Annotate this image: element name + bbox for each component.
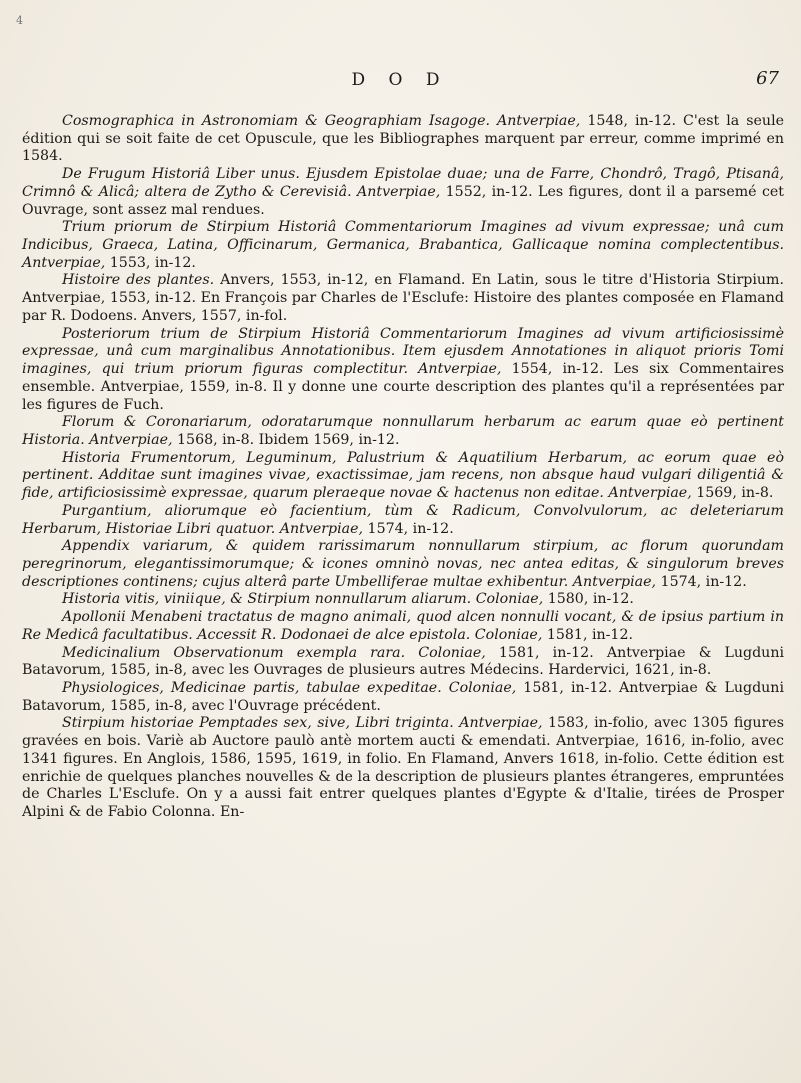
- entry-title: Cosmographica in Astronomiam & Geographiam Isagoge. Antverpiae,: [62, 113, 581, 129]
- entry-note: 1574, in-12.: [363, 520, 454, 537]
- entry-title: Florum & Coronariarum, odoratarumque nonnullarum herbarum ac earum quae eò pertinent Historia. Antverpiae,: [22, 414, 784, 448]
- entry-purgantium: [22, 503, 784, 538]
- entry-note: Anvers, 1553, in-12, en Flamand. En Latin, sous le titre d'Historia Stirpium. Antverpiae, 1553, in-12. En François par Charles de l'Esclufe: Histoire des plantes composée en Flamand par R. Dodoens. Anvers, 1557, in-fol.: [22, 272, 784, 324]
- entry-histoire-plantes: [22, 272, 784, 325]
- page-number: 67: [756, 68, 779, 89]
- entry-frugum: [22, 166, 784, 219]
- entry-title: Physiologices, Medicinae partis, tabulae expeditae. Coloniae,: [62, 680, 517, 696]
- entry-title: Histoire des plantes.: [62, 272, 215, 289]
- entry-title: Historia vitis, viniique, & Stirpium nonnullarum aliarum. Coloniae,: [62, 591, 544, 608]
- entry-title: Stirpium historiae Pemptades sex, sive, Libri triginta. Antverpiae,: [62, 715, 543, 732]
- entry-title: Purgantium, aliorumque eò facientium, tùm & Radicum, Convolvulorum, ac deleteriarum Herbarum, Historiae Libri quatuor. Antverpiae,: [22, 502, 784, 537]
- entry-note: 1581, in-12.: [542, 626, 633, 643]
- entry-note: 1569, in-8.: [691, 485, 774, 502]
- entry-trium-priorum: [22, 219, 784, 272]
- entry-posteriorum: [22, 326, 784, 415]
- entry-medicinalium: [22, 645, 784, 680]
- entry-title: Trium priorum de Stirpium Historiâ Commentariorum Imagines ad vivum expressae; unâ cum Indicibus, Graeca, Latina, Officinarum, Germanica, Brabantica, Gallicaque nomina complectentibus. Antverpiae,: [22, 219, 784, 271]
- entry-note: 1581, in-12. Antverpiae & Lugduni Batavorum, 1585, in-8, avec les Ouvrages de plusieurs autres Médecins. Hardervici, 1621, in-8.: [22, 644, 784, 679]
- entry-title: Historia Frumentorum, Leguminum, Palustrium & Aquatilium Herbarum, ac eorum quae eò pertinent. Additae sunt imagines vivae, exactissimae, jam recens, non absque haud vulgari diligentiâ & fide, artificiosissimè expressae, quarum pleraeque novae & hactenus non editae. Antverpiae,: [22, 449, 784, 502]
- entry-note: 1581, in-12. Antverpiae & Lugduni Batavorum, 1585, in-8, avec l'Ouvrage précédent.: [22, 680, 784, 714]
- entry-florum: [22, 414, 784, 449]
- entry-cosmographica: [22, 113, 784, 166]
- running-head: [0, 70, 801, 100]
- entry-note: 1580, in-12.: [543, 591, 634, 608]
- entry-note: 1552, in-12. Les figures, dont il a parsemé cet Ouvrage, sont assez mal rendues.: [22, 183, 784, 218]
- entry-title: Posteriorum trium de Stirpium Historiâ Commentariorum Imagines ad vivum artificiosissimè expressae, unâ cum marginalibus Annotationibus. Item ejusdem Annotationes in aliquot prioris Tomi imagines, qui trium priorum figuras complectitur. Antverpiae,: [22, 325, 784, 378]
- entry-note: 1553, in-12.: [105, 254, 196, 271]
- entry-frumentorum: [22, 450, 784, 503]
- entry-note: 1568, in-8. Ibidem 1569, in-12.: [172, 431, 400, 448]
- corner-mark: 4: [16, 14, 23, 27]
- entry-historia-vitis: [22, 591, 784, 609]
- entry-note: 1554, in-12. Les six Commentaires ensemble. Antverpiae, 1559, in-8. Il y donne une courte description des plantes qu'il a représentées par les figures de Fuch.: [22, 361, 785, 413]
- entry-title: Apollonii Menabeni tractatus de magno animali, quod alcen nonnulli vocant, & de ipsius partium in Re Medicâ facultatibus. Accessit R. Dodonaei de alce epistola. Coloniae,: [22, 609, 784, 643]
- entry-appendix: [22, 538, 784, 591]
- running-title: D O D: [351, 70, 449, 90]
- entry-title: Appendix variarum, & quidem rarissimarum nonnullarum stirpium, ac florum quorundam peregrinorum, elegantissimorumque; & icones omninò novas, nec antea editas, & singulorum breves descriptiones continens; cujus alterâ parte Umbelliferae multae exhibentur. Antverpiae,: [22, 538, 784, 590]
- entry-note: 1583, in-folio, avec 1305 figures gravées en bois. Variè ab Auctore paulò antè mortem aucti & emendati. Antverpiae, 1616, in-folio, avec 1341 figures. En Anglois, 1586, 1595, 1619, in folio. En Flamand, Anvers 1618, in-folio. Cette édition est enrichie de quelques planches nouvelles & de la description de plusieurs plantes étrangeres, empruntées de Charles L'Esclufe. On y a aussi fait entrer quelques plantes d'Egypte & d'Italie, tirées de Prosper Alpini & de Fabio Colonna. En-: [22, 715, 784, 821]
- entry-note: 1574, in-12.: [656, 573, 747, 590]
- entry-stirpium-pemptades: [22, 715, 784, 821]
- entry-apollonii: [22, 609, 784, 644]
- entry-physiologices: [22, 680, 784, 715]
- entry-title: De Frugum Historiâ Liber unus. Ejusdem Epistolae duae; una de Farre, Chondrô, Tragô, Ptisanâ, Crimnô & Alicâ; altera de Zytho & Cerevisiâ. Antverpiae,: [22, 166, 784, 200]
- bibliography-text: [22, 113, 784, 822]
- entry-title: Medicinalium Observationum exempla rara. Coloniae,: [62, 644, 486, 661]
- entry-note: 1548, in-12. C'est la seule édition qui se soit faite de cet Opuscule, que les Bibliographes marquent par erreur, comme imprimé en 1584.: [22, 113, 784, 165]
